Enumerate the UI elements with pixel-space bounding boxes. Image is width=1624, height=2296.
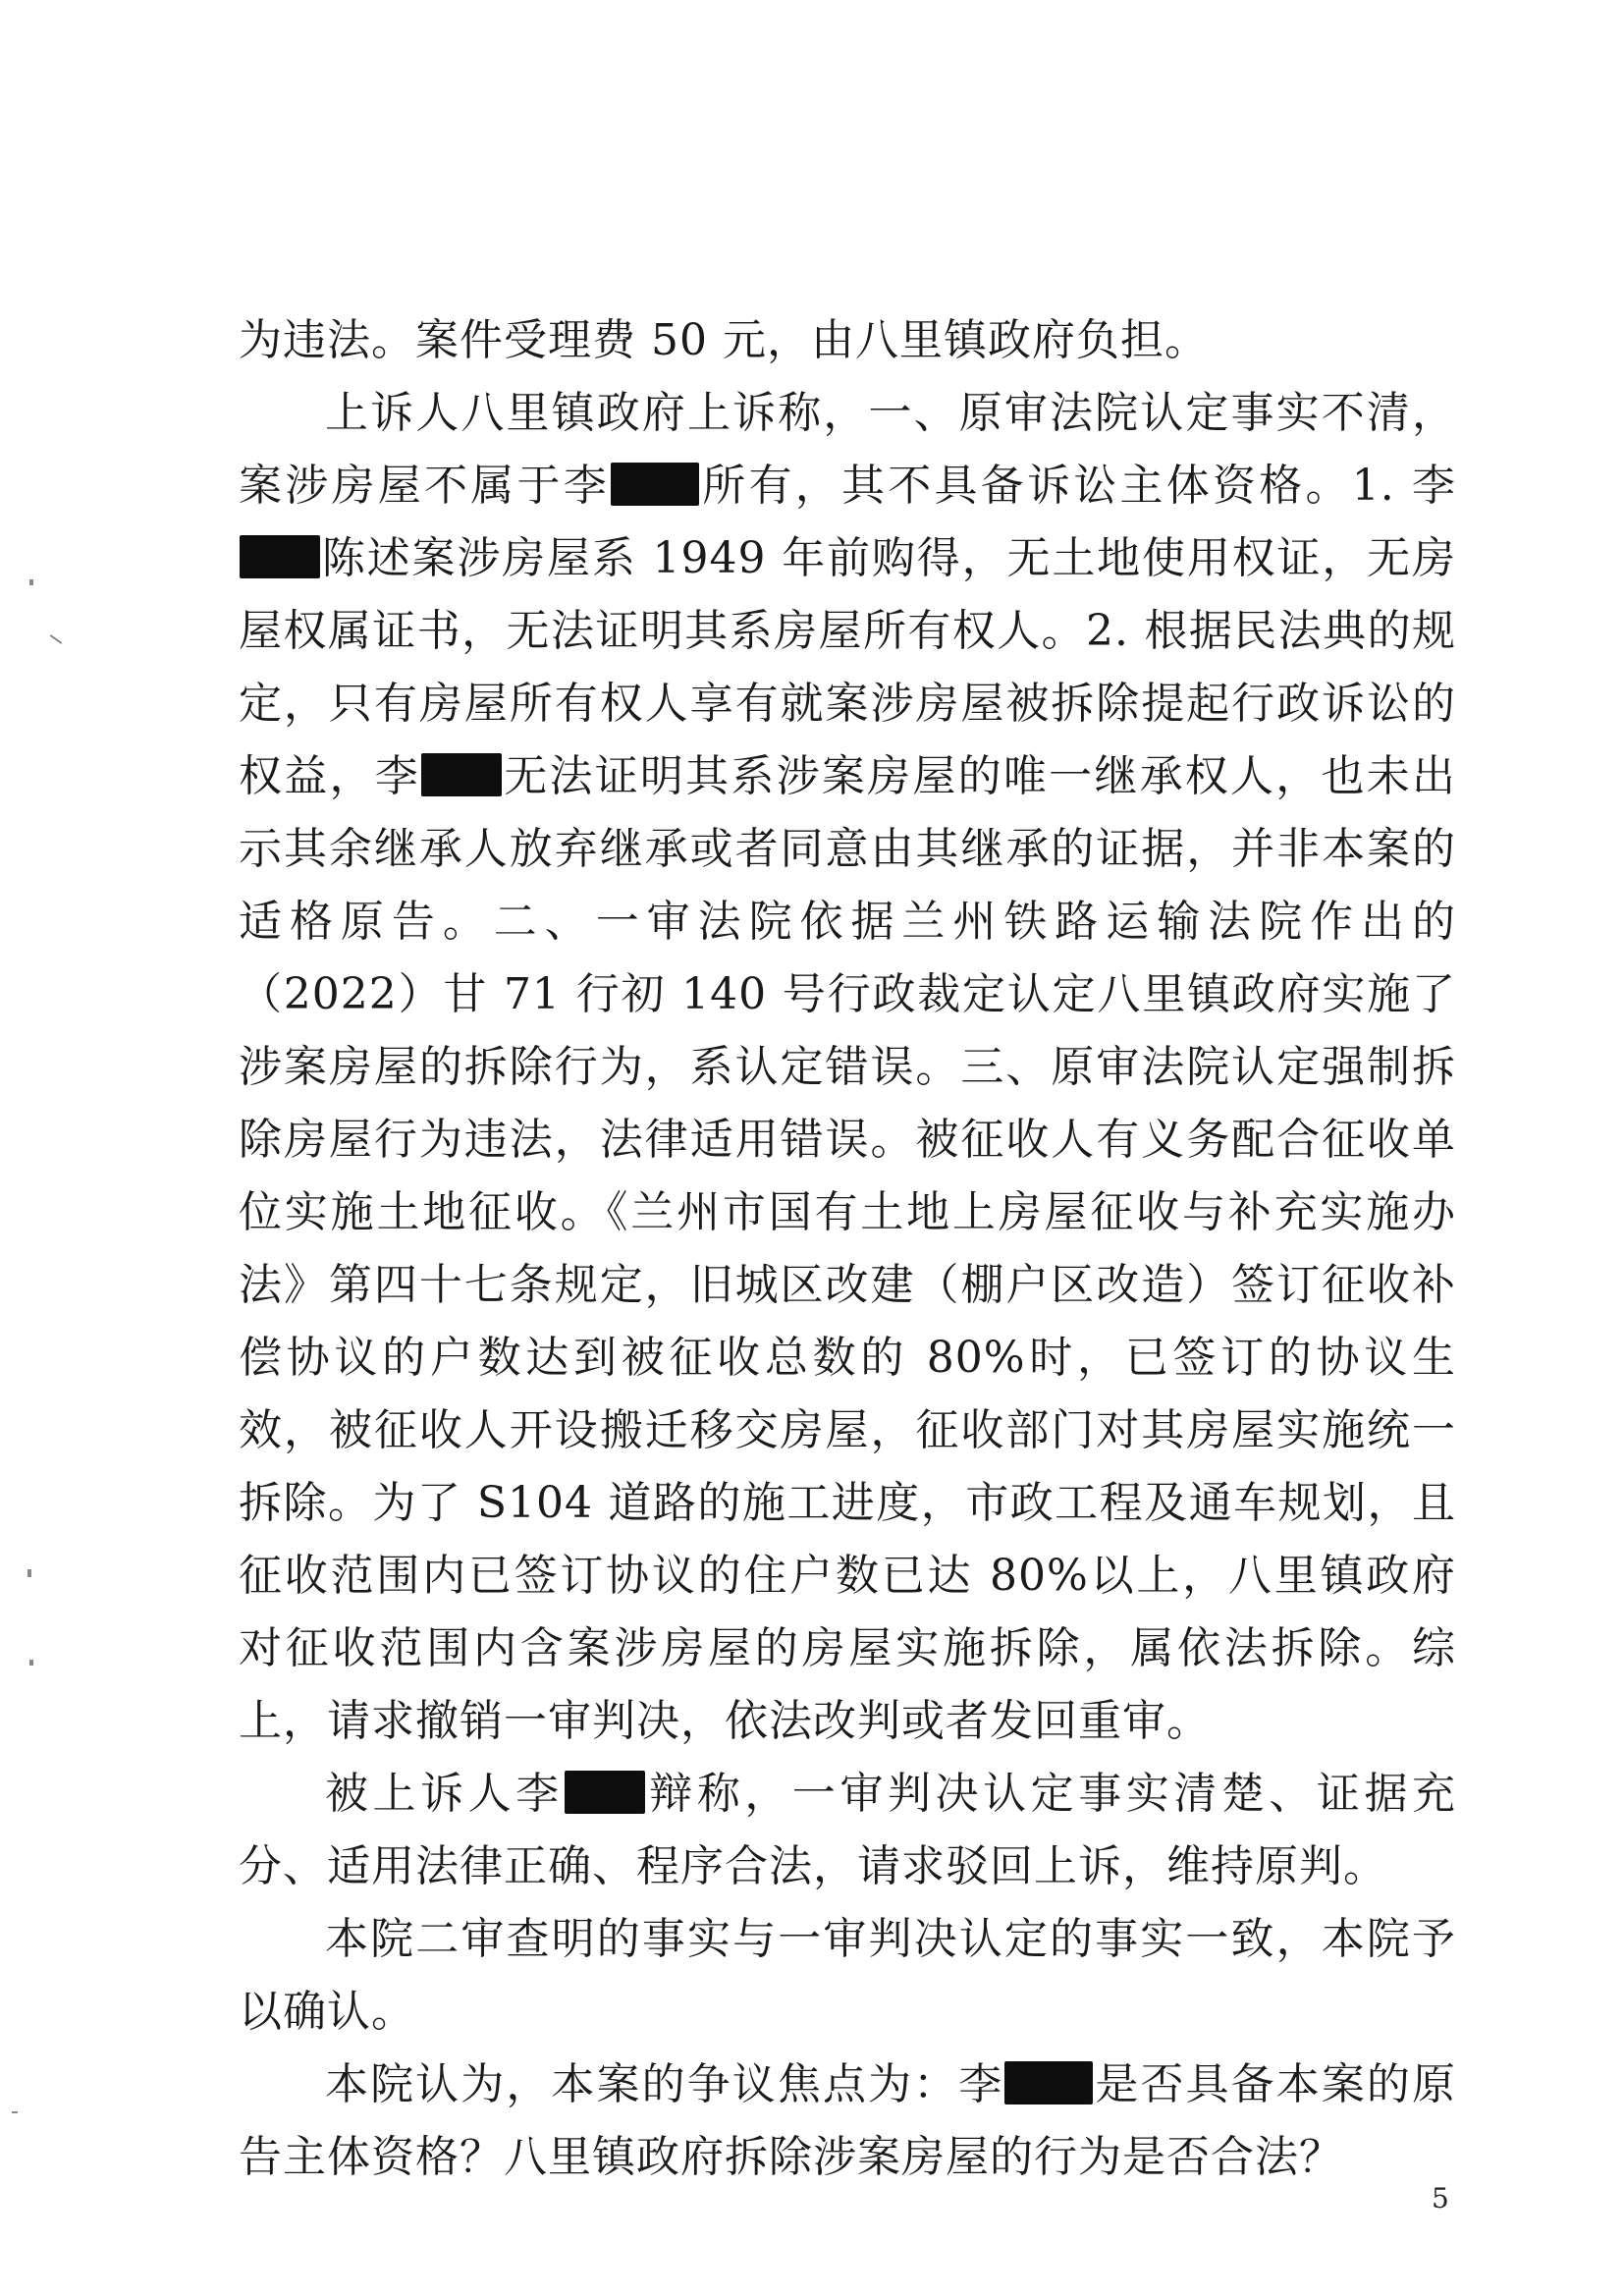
paragraph-appellee-defense (239, 1758, 1456, 1903)
redaction-block (565, 1771, 645, 1814)
scan-speck (27, 1569, 31, 1577)
redaction-block (611, 463, 699, 506)
paragraph-fee (239, 304, 1456, 377)
text-segment: 所有，其不具备诉讼主体资格。1. 李 (700, 461, 1457, 511)
scan-speck (29, 579, 33, 585)
redaction-block (421, 753, 502, 796)
redaction-block (240, 535, 320, 578)
scan-speck (29, 1660, 33, 1666)
text-segment: 被上诉人李 (325, 1769, 564, 1819)
text-segment: 陈述案涉房屋系 1949 年前购得，无土地使用权证，无房屋权属证书，无法证明其系房屋所有权人。2. 根据民法典的规定，只有房屋所有权人享有就案涉房屋被拆除提起行政诉讼的权益，李 (239, 533, 1456, 801)
text-segment: 为违法。案件受理费 50 元，由八里镇政府负担。 (239, 315, 1209, 365)
text-segment: 是否具备本案的原告主体资格？八里镇政府拆除涉案房屋的行为是否合法？ (239, 2059, 1457, 2182)
paragraph-appeal (239, 377, 1456, 1758)
paragraph-facts-confirmed (239, 1903, 1456, 2049)
page-number: 5 (1432, 2182, 1449, 2214)
document-body (239, 304, 1456, 2194)
text-segment: 本院二审查明的事实与一审判决认定的事实一致，本院予以确认。 (239, 1914, 1456, 2037)
text-segment: 本院认为，本案的争议焦点为：李 (325, 2059, 1004, 2109)
redaction-block (1004, 2061, 1093, 2105)
scan-speck (12, 2111, 18, 2113)
text-segment: 无法证明其系涉案房屋的唯一继承权人，也未出示其余继承人放弃继承或者同意由其继承的证据，并非本案的适格原告。二、一审法院依据兰州铁路运输法院作出的（2022）甘 71 行初 140 号行政裁定认定八里镇政府实施了涉案房屋的拆除行为，系认定错误。三、原审法院认定强制拆除房屋行为违法，法律适用错误。被征收人有义务配合征收单位实施土地征收。《兰州市国有土地上房屋征收与补充实施办法》第四十七条规定，旧城区改建（棚户区改造）签订征收补偿协议的户数达到被征收总数的 80%时，已签订的协议生效，被征收人开设搬迁移交房屋，征收部门对其房屋实施统一拆除。为了 S104 道路的施工进度，市政工程及通车规划，且征收范围内已签订协议的住户数已达 80%以上，八里镇政府对征收范围内含案涉房屋的房屋实施拆除，属依法拆除。综上，请求撤销一审判决，依法改判或者发回重审。 (239, 751, 1457, 1746)
text-segment: 辩称，一审判决认定事实清楚、证据充分、适用法律正确、程序合法，请求驳回上诉，维持原判。 (239, 1769, 1457, 1891)
scan-speck (50, 634, 63, 644)
text-segment: 上诉人八里镇政府上诉称，一、原审法院认定事实不清，案涉房屋不属于李 (239, 388, 1456, 511)
paragraph-court-opinion (239, 2049, 1456, 2194)
